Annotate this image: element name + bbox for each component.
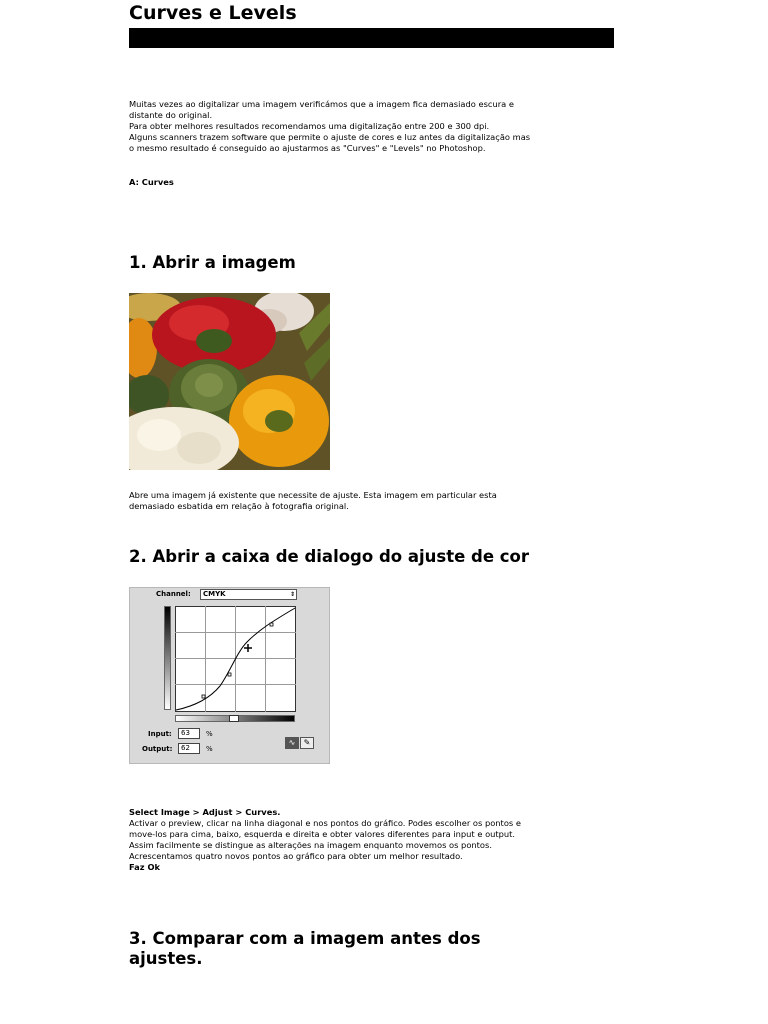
pencil-tool-icon[interactable]: ✎ (300, 737, 314, 749)
caption-line: demasiado esbatida em relação à fotografia original. (129, 501, 349, 511)
intro-line: Para obter melhores resultados recomendamos uma digitalização entre 200 e 300 dpi. (129, 121, 490, 131)
body-line: Assim facilmente se distingue as alterações na imagem enquanto movemos os pontos. (129, 840, 492, 850)
page-title: Curves e Levels (129, 2, 297, 24)
body-line: move-los para cima, baixo, esquerda e direita e obter valores diferentes para input e output. (129, 829, 516, 839)
intro-line: distante do original. (129, 110, 213, 120)
intro-paragraph (129, 99, 530, 154)
channel-value: CMYK (203, 590, 226, 598)
channel-select[interactable] (200, 589, 297, 600)
step2-body (129, 807, 521, 873)
step3-heading (129, 929, 481, 969)
body-line: Acrescentamos quatro novos pontos ao gráfico para obter um melhor resultado. (129, 851, 463, 861)
intro-line: o mesmo resultado é conseguido ao ajustarmos as "Curves" e "Levels" no Photoshop. (129, 143, 486, 153)
vegetables-photo (129, 293, 330, 470)
body-line: Activar o preview, clicar na linha diagonal e nos pontos do gráfico. Podes escolher os pontos e (129, 818, 521, 828)
input-label: Input: (148, 730, 172, 738)
curve-tool-icon[interactable]: ∿ (285, 737, 299, 749)
caption-line: Abre uma imagem já existente que necessite de ajuste. Esta imagem em particular esta (129, 490, 497, 500)
output-field[interactable]: 62 (178, 743, 200, 754)
intro-line: Alguns scanners trazem software que permite o ajuste de cores e luz antes da digitalização mas (129, 132, 531, 142)
select-arrows-icon: ⇕ (289, 591, 295, 598)
menu-path: Select Image > Adjust > Curves. (129, 807, 281, 817)
section-label: A: Curves (129, 177, 174, 187)
curves-graph[interactable] (175, 606, 296, 712)
step3-heading-line: ajustes. (129, 949, 203, 968)
step1-heading: 1. Abrir a imagem (129, 253, 296, 272)
gradient-toggle-icon[interactable] (229, 715, 239, 722)
final-instruction: Faz Ok (129, 862, 161, 872)
output-percent: % (206, 745, 213, 753)
output-gradient-bar (164, 606, 171, 710)
input-percent: % (206, 730, 213, 738)
title-divider-bar (129, 28, 614, 48)
channel-label: Channel: (156, 590, 191, 598)
output-label: Output: (142, 745, 173, 753)
step1-caption (129, 490, 497, 512)
input-field[interactable]: 63 (178, 728, 200, 739)
step2-heading: 2. Abrir a caixa de dialogo do ajuste de cor (129, 547, 530, 566)
curves-dialog (129, 587, 330, 764)
intro-line: Muitas vezes ao digitalizar uma imagem verificámos que a imagem fica demasiado escura e (129, 99, 514, 109)
step3-heading-line: 3. Comparar com a imagem antes dos (129, 929, 481, 948)
